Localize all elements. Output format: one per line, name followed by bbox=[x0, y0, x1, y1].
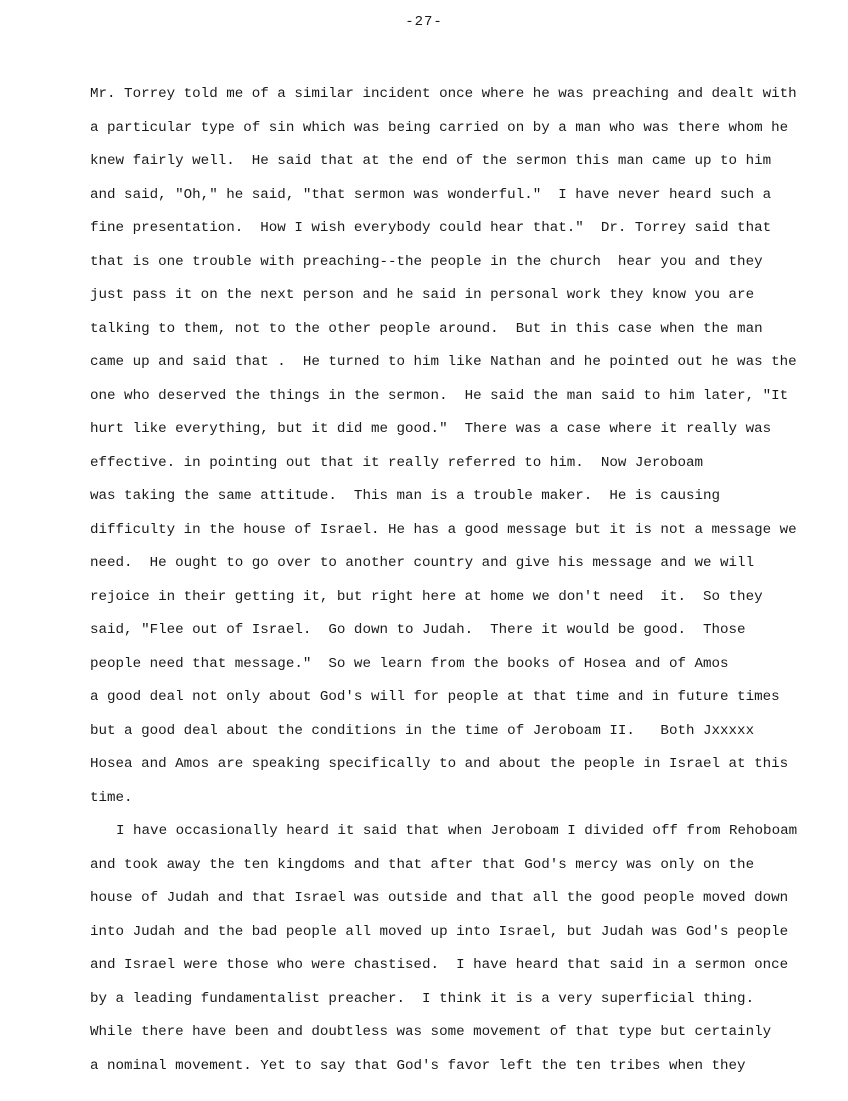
text-line: just pass it on the next person and he said in personal work they know you are bbox=[90, 287, 755, 303]
text-line: and said, "Oh," he said, "that sermon was wonderful." I have never heard such a bbox=[90, 186, 772, 203]
text-line: knew fairly well. He said that at the end of the sermon this man came up to him bbox=[90, 153, 772, 169]
text-line: that is one trouble with preaching--the people in the church hear you and they bbox=[90, 253, 763, 270]
text-line: but a good deal about the conditions in the time of Jeroboam II. Both Jxxxxx bbox=[90, 722, 755, 739]
page-number: -27- bbox=[405, 14, 443, 30]
text-line: time. bbox=[90, 789, 133, 806]
text-line: into Judah and the bad people all moved up into Israel, but Judah was God's people bbox=[90, 923, 789, 940]
text-line: difficulty in the house of Israel. He has a good message but it is not a message we bbox=[90, 521, 797, 538]
paragraph-start-line: I have occasionally heard it said that when Jeroboam I divided off from Rehoboam bbox=[116, 823, 798, 839]
text-line: a nominal movement. Yet to say that God's favor left the ten tribes when they bbox=[90, 1057, 746, 1074]
text-line: and took away the ten kingdoms and that after that God's mercy was only on the bbox=[90, 856, 755, 873]
text-line: fine presentation. How I wish everybody could hear that." Dr. Torrey said that bbox=[90, 220, 772, 236]
text-line: While there have been and doubtless was some movement of that type but certainly bbox=[90, 1024, 772, 1040]
text-line: a good deal not only about God's will for people at that time and in future times bbox=[90, 689, 780, 705]
text-line: Hosea and Amos are speaking specifically to and about the people in Israel at this bbox=[90, 756, 789, 772]
text-line: one who deserved the things in the sermon. He said the man said to him later, "It bbox=[90, 387, 789, 404]
text-line: a particular type of sin which was being carried on by a man who was there whom he bbox=[90, 119, 789, 136]
text-line: rejoice in their getting it, but right here at home we don't need it. So they bbox=[90, 588, 763, 605]
body-text bbox=[90, 84, 810, 1089]
text-line: talking to them, not to the other people around. But in this case when the man bbox=[90, 320, 763, 337]
text-line: by a leading fundamentalist preacher. I think it is a very superficial thing. bbox=[90, 990, 755, 1007]
text-line: and Israel were those who were chastised. I have heard that said in a sermon once bbox=[90, 957, 789, 973]
text-line: Mr. Torrey told me of a similar incident once where he was preaching and dealt with bbox=[90, 86, 797, 102]
text-line: effective. in pointing out that it really referred to him. Now Jeroboam bbox=[90, 454, 703, 471]
text-line: said, "Flee out of Israel. Go down to Judah. There it would be good. Those bbox=[90, 622, 746, 638]
text-line: hurt like everything, but it did me good." There was a case where it really was bbox=[90, 421, 772, 437]
text-line: house of Judah and that Israel was outside and that all the good people moved down bbox=[90, 890, 789, 906]
text-line: came up and said that . He turned to him like Nathan and he pointed out he was the bbox=[90, 354, 797, 370]
text-line: people need that message." So we learn from the books of Hosea and of Amos bbox=[90, 655, 729, 672]
text-line: need. He ought to go over to another country and give his message and we will bbox=[90, 555, 755, 571]
text-line: was taking the same attitude. This man is a trouble maker. He is causing bbox=[90, 488, 721, 504]
